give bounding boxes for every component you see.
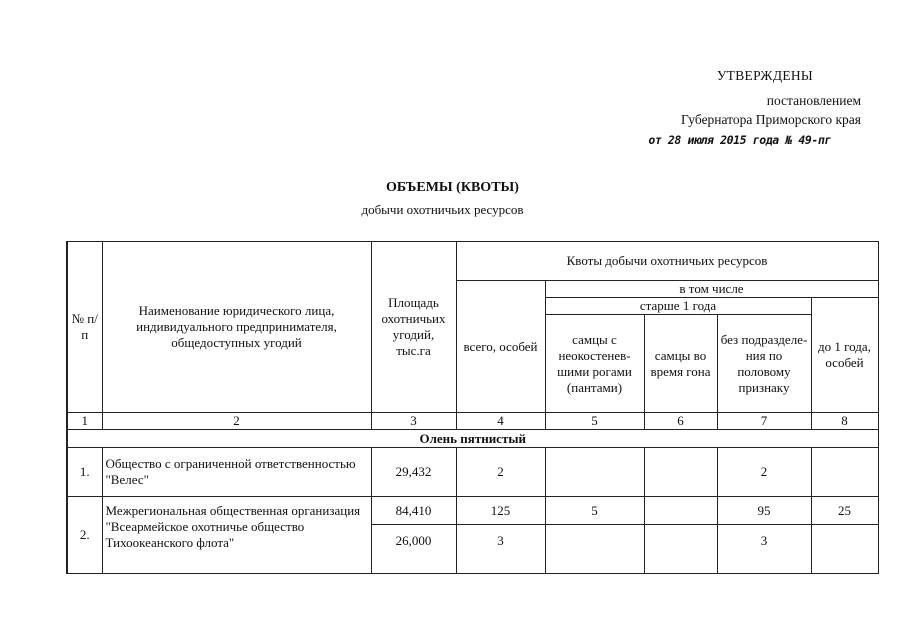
- header-total: всего, особей: [456, 281, 545, 413]
- table-row: [67, 497, 878, 525]
- header-males-rut: самцы во время гона: [644, 315, 717, 413]
- subrow-males-rut: [644, 525, 717, 574]
- subrow-total: 3: [456, 525, 545, 574]
- row-males-rut: [644, 497, 717, 525]
- approval-line-governor: Губернатора Приморского края: [681, 112, 861, 127]
- subrow-no-sex: 3: [717, 525, 811, 574]
- quota-table: [66, 241, 879, 574]
- header-older-1-year: старше 1 года: [545, 298, 811, 315]
- subrow-area: 26,000: [371, 525, 456, 574]
- header-area: Площадь охотничьих угодий, тыс.га: [371, 242, 456, 413]
- document-subtitle: добычи охотничьих ресурсов: [361, 202, 524, 217]
- subrow-males-antlers: [545, 525, 644, 574]
- row-no-sex: 2: [717, 448, 811, 497]
- row-total: 2: [456, 448, 545, 497]
- header-num: № п/п: [67, 242, 102, 413]
- column-number-7: 7: [717, 413, 811, 430]
- row-name: Общество с ограниченной ответственностью "Велес": [102, 448, 371, 497]
- header-including: в том числе: [545, 281, 878, 298]
- species-row: Олень пятнистый: [67, 430, 878, 448]
- header-under-1-year: до 1 года, особей: [811, 298, 878, 413]
- row-under-1: [811, 448, 878, 497]
- approval-date-number: от 28 июля 2015 года № 49-пг: [648, 133, 831, 147]
- approval-title: УТВЕРЖДЕНЫ: [716, 68, 813, 83]
- column-number-1: 1: [67, 413, 102, 430]
- approval-line-decree: постановлением: [766, 93, 861, 108]
- row-num: 1.: [67, 448, 102, 497]
- subrow-under-1: [811, 525, 878, 574]
- document-heading: [0, 180, 905, 218]
- row-total: 125: [456, 497, 545, 525]
- document-title: ОБЪЕМЫ (КВОТЫ): [386, 180, 519, 195]
- header-quotas: Квоты добычи охотничьих ресурсов: [456, 242, 878, 281]
- header-no-sex-division: без подразделе-ния по половому признаку: [717, 315, 811, 413]
- row-under-1: 25: [811, 497, 878, 525]
- row-males-antlers: 5: [545, 497, 644, 525]
- column-number-2: 2: [102, 413, 371, 430]
- column-number-4: 4: [456, 413, 545, 430]
- column-number-5: 5: [545, 413, 644, 430]
- column-number-8: 8: [811, 413, 878, 430]
- row-area: 29,432: [371, 448, 456, 497]
- header-males-antlers: самцы с неокостенев-шими рогами (пантами): [545, 315, 644, 413]
- row-area: 84,410: [371, 497, 456, 525]
- row-name: Межрегиональная общественная организация "Всеармейское охотничье общество Тихоокеанского флота": [102, 497, 371, 574]
- row-males-antlers: [545, 448, 644, 497]
- column-number-3: 3: [371, 413, 456, 430]
- row-no-sex: 95: [717, 497, 811, 525]
- row-num: 2.: [67, 497, 102, 574]
- approval-block: [648, 66, 861, 150]
- table-row: [67, 448, 878, 497]
- column-number-6: 6: [644, 413, 717, 430]
- row-males-rut: [644, 448, 717, 497]
- header-name: Наименование юридического лица, индивидуального предпринимателя, общедоступных угодий: [102, 242, 371, 413]
